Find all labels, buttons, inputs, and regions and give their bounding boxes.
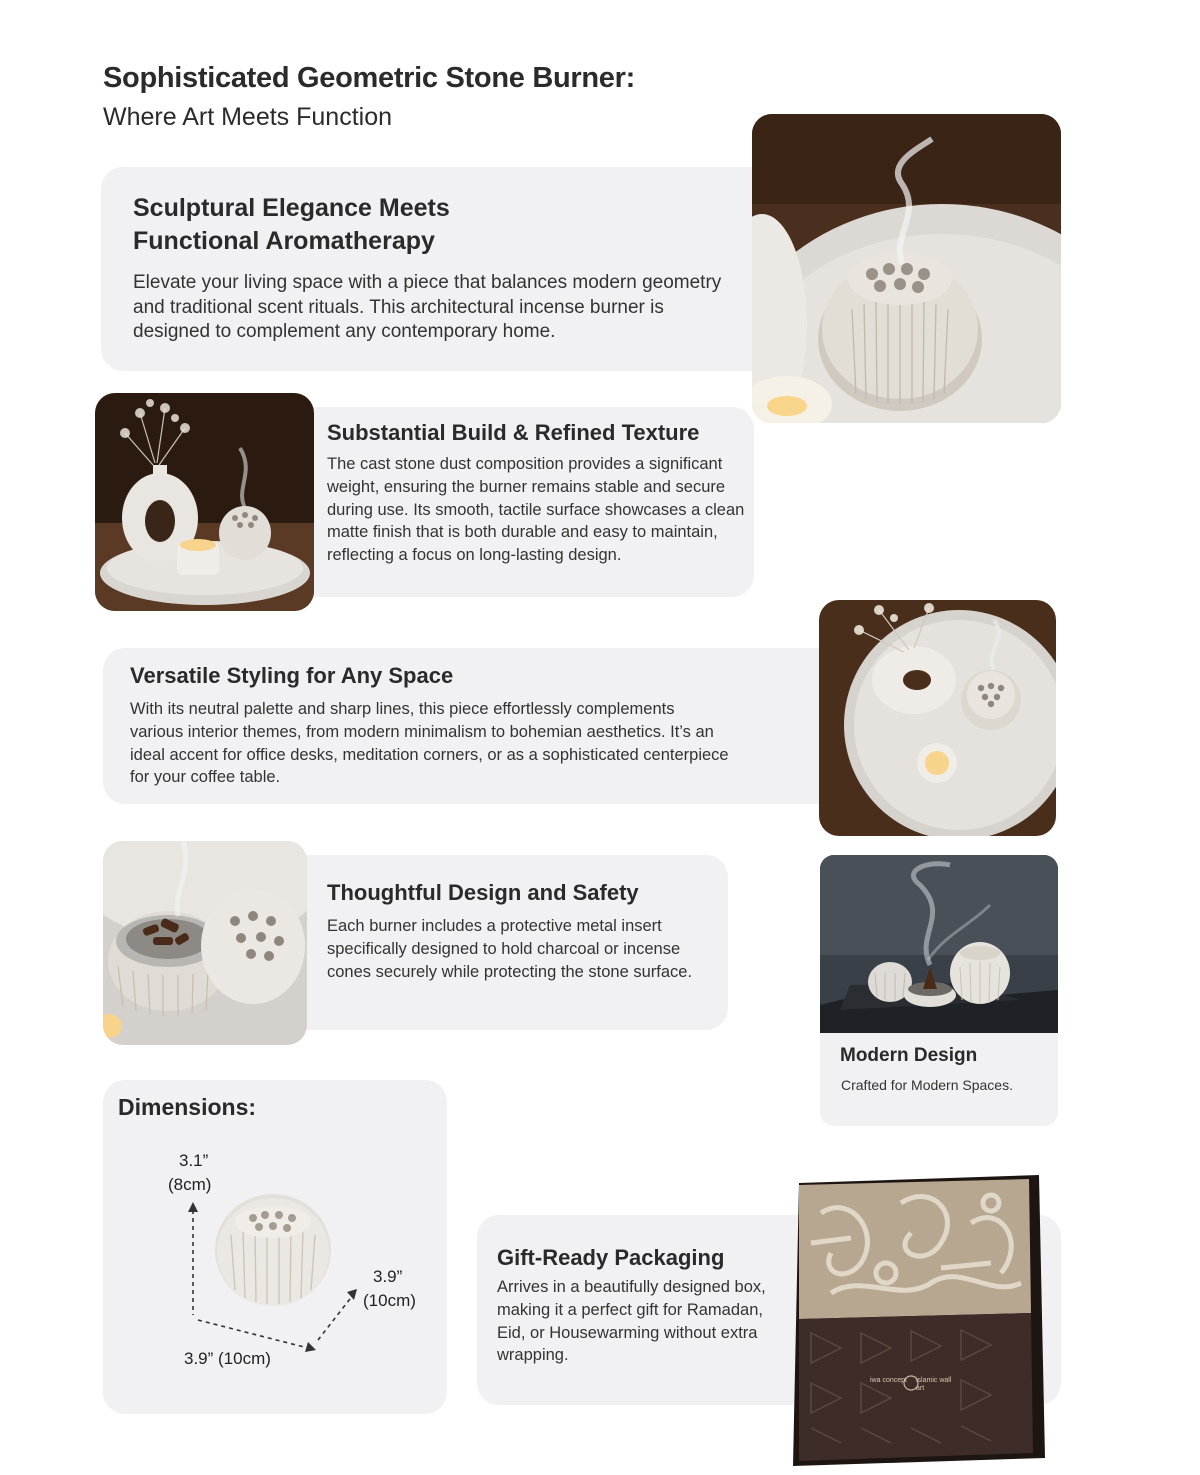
modern-design-heading: Modern Design (840, 1045, 978, 1066)
elegance-heading-line1: Sculptural Elegance Meets (133, 194, 450, 222)
build-heading: Substantial Build & Refined Texture (327, 420, 700, 445)
gift-box-brand: islamic wall art (916, 1377, 952, 1392)
metal-insert-photo (103, 841, 307, 1045)
gift-box-logo: iwa concept (870, 1377, 907, 1384)
burner-closeup-photo (752, 114, 1061, 423)
gift-box-image (791, 1173, 1045, 1466)
dimensions-heading: Dimensions: (118, 1094, 257, 1120)
modern-design-body: Crafted for Modern Spaces. (841, 1077, 1013, 1093)
page-title: Sophisticated Geometric Stone Burner: (103, 62, 635, 94)
tray-with-vase-photo (95, 393, 314, 611)
depth-cm-label: (10cm) (363, 1291, 416, 1310)
page-subtitle: Where Art Meets Function (103, 103, 393, 131)
safety-body: Each burner includes a protective metal insert specifically designed to hold charcoal or incense cones securely while protecting the stone surface. (327, 917, 693, 981)
modern-design-photo (820, 855, 1058, 1033)
elegance-body: Elevate your living space with a piece that balances modern geometry and traditional scent rituals. This architectural incense burner is designed to complement any contemporary home. (133, 272, 722, 343)
height-in-label: 3.1” (179, 1151, 209, 1170)
elegance-heading-line2: Functional Aromatherapy (133, 227, 435, 255)
styling-body: With its neutral palette and sharp lines, this piece effortlessly complements various interior themes, from modern minimalism to bohemian aesthetics. It’s an ideal accent for office desks, meditation corners, or as a sophisticated centerpiece for your coffee table. (130, 700, 729, 787)
safety-heading: Thoughtful Design and Safety (327, 880, 639, 905)
gift-body: Arrives in a beautifully designed box, making it a perfect gift for Ramadan, Eid, or Housewarming without extra wrapping. (497, 1278, 766, 1365)
tray-topview-photo (819, 600, 1056, 836)
depth-in-label: 3.9” (373, 1267, 403, 1286)
gift-heading: Gift-Ready Packaging (497, 1245, 725, 1270)
width-label: 3.9” (10cm) (184, 1349, 271, 1368)
styling-heading: Versatile Styling for Any Space (130, 663, 454, 688)
height-cm-label: (8cm) (168, 1175, 212, 1194)
build-body: The cast stone dust composition provides a significant weight, ensuring the burner remains stable and secure during use. Its smooth, tactile surface showcases a clean matte finish that is both durable and easy to maintain, reflecting a focus on long-lasting design. (327, 455, 745, 565)
